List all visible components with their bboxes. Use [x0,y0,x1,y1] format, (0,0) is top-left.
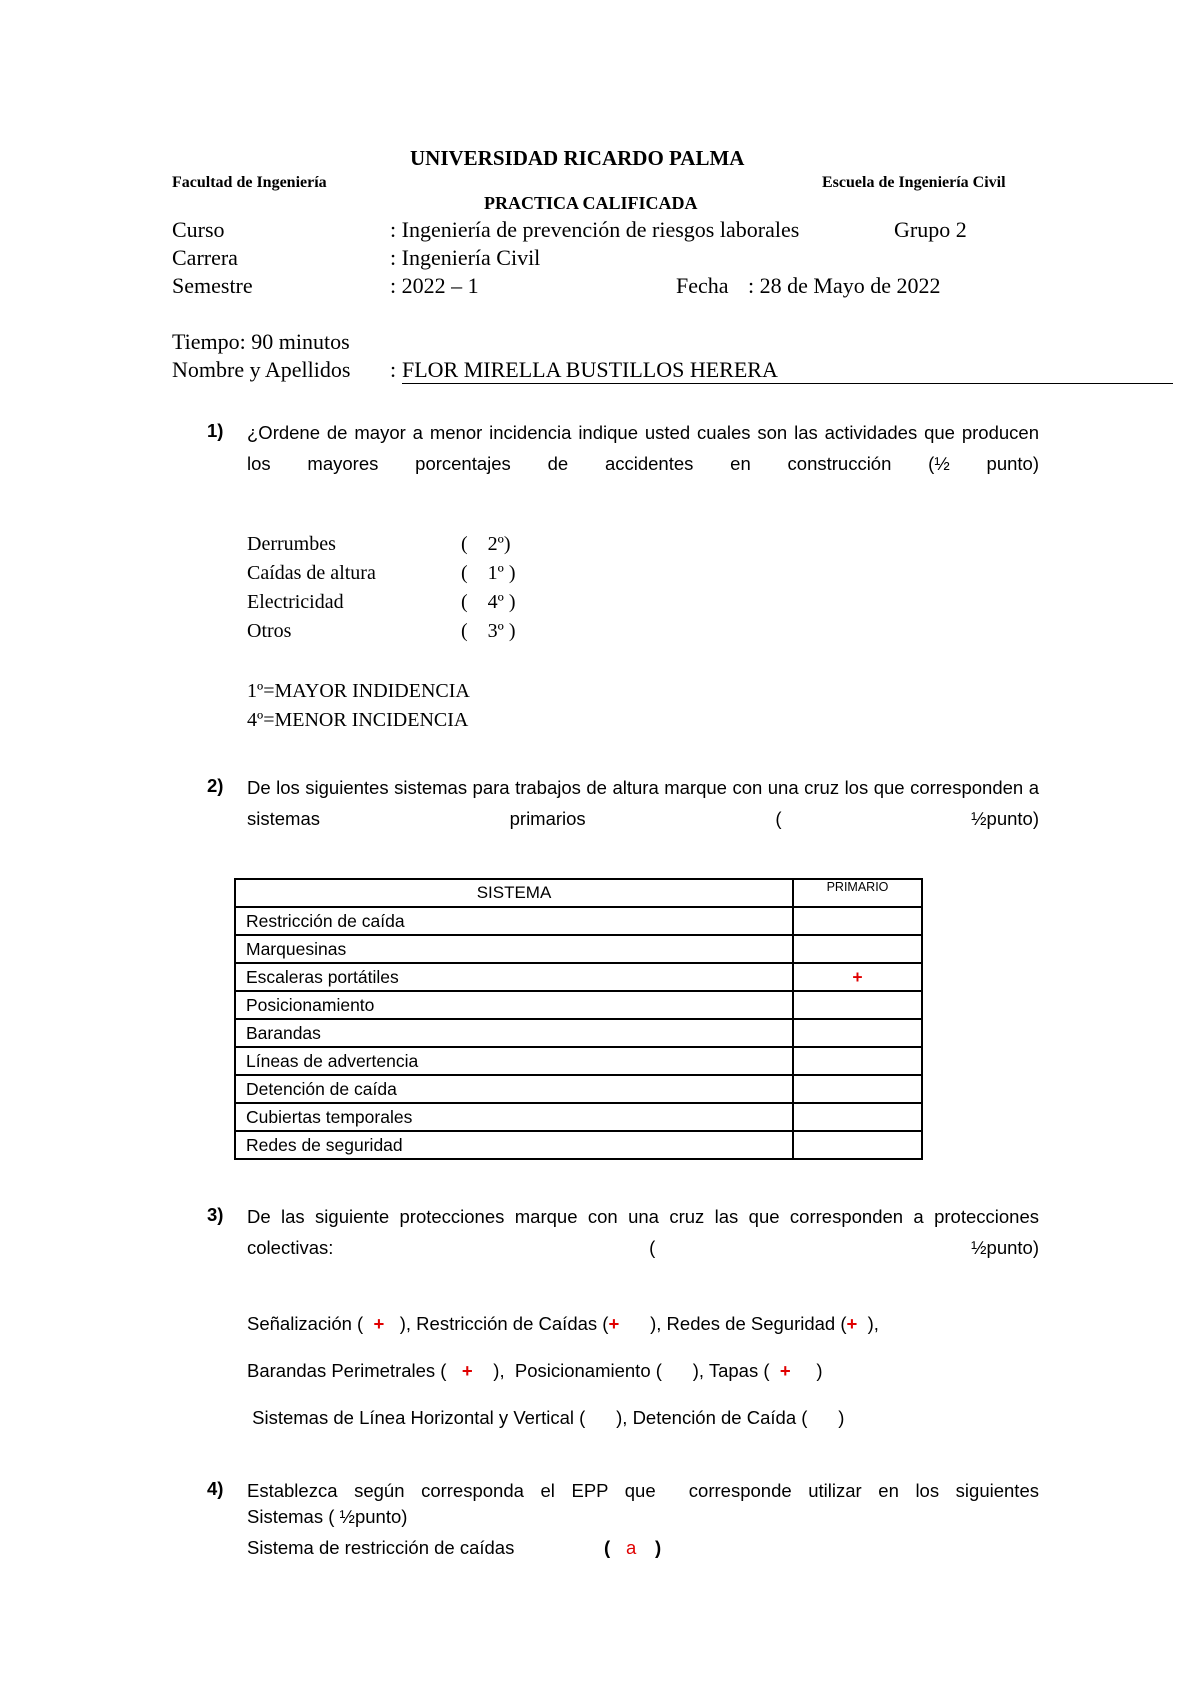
q1-number: 1) [207,420,224,441]
q4-item-open: ( [604,1537,611,1558]
curso-value: : Ingeniería de prevención de riesgos laborales [390,217,800,242]
nombre-label: Nombre y Apellidos [172,357,351,382]
carrera-value: : Ingeniería Civil [390,245,541,270]
system-name: Posicionamiento [235,991,793,1019]
primary-mark [793,1019,922,1047]
q4-number: 4) [207,1478,224,1499]
q3-line-3: Sistemas de Línea Horizontal y Vertical ( ), Detención de Caída ( ) [247,1407,845,1428]
q2-number: 2) [207,775,224,796]
table-row [235,1131,922,1159]
primary-mark [793,1103,922,1131]
q1-item-answer: ( 4º ) [461,591,516,613]
q3-line-1: Señalización ( + ), Restricción de Caídas (+ ), Redes de Seguridad (+ ), [247,1313,879,1334]
system-name: Redes de seguridad [235,1131,793,1159]
q2-text: De los siguientes sistemas para trabajos de altura marque con una cruz los que corresponden a sistemas primarios ( ½punto) [247,777,1039,829]
table-row [235,1047,922,1075]
school-label: Escuela de Ingeniería Civil [822,174,1006,191]
tiempo-label: Tiempo: 90 minutos [172,329,350,354]
fecha-label: Fecha [676,273,729,298]
primary-mark [793,1075,922,1103]
q4-item-answer: a [626,1537,637,1558]
nombre-underline [402,383,1173,384]
q1-item-label: Electricidad [247,591,344,613]
fecha-value: : 28 de Mayo de 2022 [748,273,941,298]
q1-note-major: 1º=MAYOR INDIDENCIA [247,680,470,702]
q1-item-answer: ( 1º ) [461,562,516,584]
system-name: Barandas [235,1019,793,1047]
q1-note-minor: 4º=MENOR INCIDENCIA [247,709,469,731]
q1-text: ¿Ordene de mayor a menor incidencia indique usted cuales son las actividades que producen los mayores porcentajes de accidentes en construcción (½ punto) [247,422,1039,474]
table-header-primario: PRIMARIO [793,879,922,907]
exam-title: PRACTICA CALIFICADA [484,193,698,213]
system-name: Escaleras portátiles [235,963,793,991]
semestre-value: : 2022 – 1 [390,273,479,298]
nombre-value: FLOR MIRELLA BUSTILLOS HERERA [402,357,778,382]
q3-number: 3) [207,1204,224,1225]
q1-item-answer: ( 2º) [461,533,511,555]
university-title: UNIVERSIDAD RICARDO PALMA [410,146,745,170]
semestre-label: Semestre [172,273,253,298]
q4-text-continued: Sistemas ( ½punto) [247,1506,408,1527]
q4-text: Establezca según corresponda el EPP que corresponde utilizar en los siguientes [247,1480,1039,1501]
primary-mark [793,907,922,935]
q4-item-close: ) [655,1537,662,1558]
system-name: Líneas de advertencia [235,1047,793,1075]
table-header-sistema: SISTEMA [235,879,793,907]
table-row [235,1103,922,1131]
table-row [235,1075,922,1103]
faculty-label: Facultad de Ingeniería [172,174,327,191]
primary-mark [793,1047,922,1075]
primary-mark [793,1131,922,1159]
primary-mark [793,935,922,963]
system-name: Restricción de caída [235,907,793,935]
curso-label: Curso [172,217,225,242]
table-row [235,1019,922,1047]
system-name: Cubiertas temporales [235,1103,793,1131]
grupo-value: Grupo 2 [894,217,967,242]
q1-item-label: Otros [247,620,292,642]
systems-table [234,878,923,1160]
q3-line-2: Barandas Perimetrales ( + ), Posicionamiento ( ), Tapas ( + ) [247,1360,823,1381]
q3-text: De las siguiente protecciones marque con una cruz las que corresponden a protecciones colectivas: ( ½punto) [247,1206,1039,1258]
nombre-colon: : [390,357,397,382]
q4-item-label: Sistema de restricción de caídas [247,1537,515,1558]
table-row [235,963,922,991]
table-row [235,935,922,963]
primary-mark: + [793,963,922,991]
system-name: Detención de caída [235,1075,793,1103]
q1-item-label: Derrumbes [247,533,336,555]
carrera-label: Carrera [172,245,238,270]
table-row [235,991,922,1019]
q1-item-answer: ( 3º ) [461,620,516,642]
primary-mark [793,991,922,1019]
system-name: Marquesinas [235,935,793,963]
q1-item-label: Caídas de altura [247,562,376,584]
table-row [235,907,922,935]
